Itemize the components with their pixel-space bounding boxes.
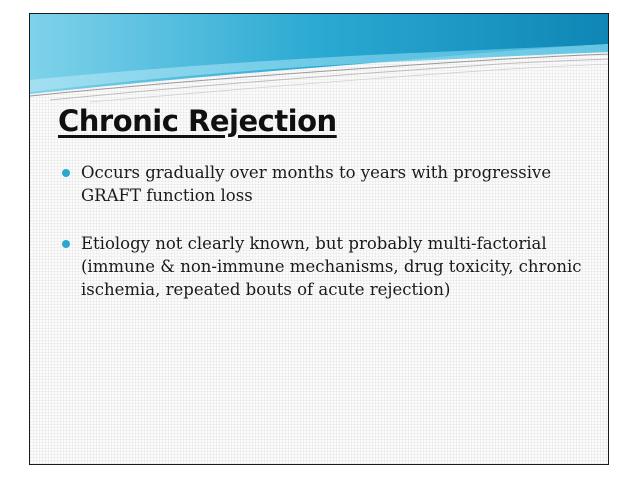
bullet-text: Etiology not clearly known, but probably multi-factorial (immune & non-immune mechanisms, drug toxicity, chronic ischemia, repeated bouts of acute rejection) [81, 234, 582, 299]
bullet-dot-icon [62, 240, 70, 248]
bullet-item [60, 232, 590, 301]
bullet-text: Occurs gradually over months to years with progressive GRAFT function loss [81, 163, 552, 205]
bullet-list [60, 161, 590, 301]
slide-title: Chronic Rejection [58, 104, 337, 138]
slide [29, 13, 609, 465]
bullet-item [60, 161, 590, 207]
bullet-dot-icon [62, 169, 70, 177]
wave-banner [30, 14, 609, 114]
